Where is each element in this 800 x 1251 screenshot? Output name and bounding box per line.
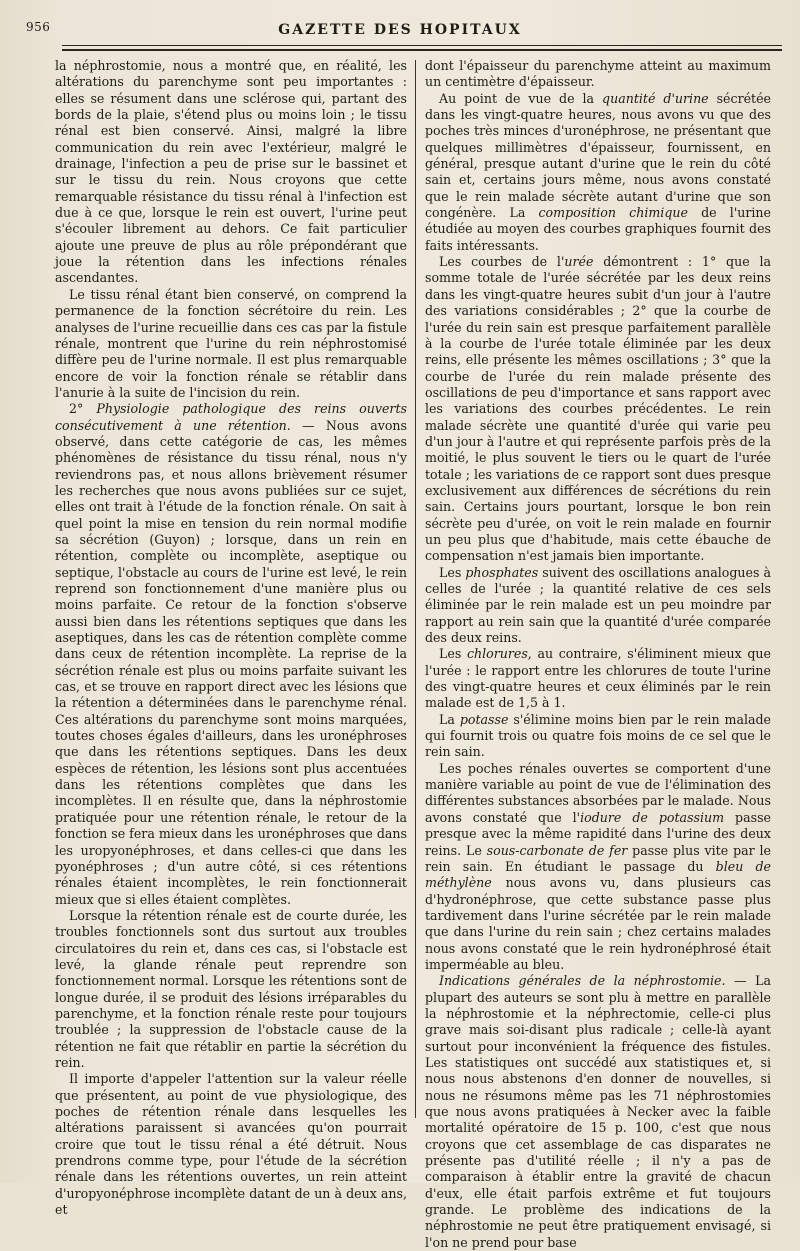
left-column bbox=[55, 58, 407, 1218]
text-run: — La plupart des auteurs se sont plu à mettre en parallèle la néphrostomie et la néphrectomie, celle-ci plus grave mais soi-disant plus radicale ; celle-là ayant surtout pour inconvénient la fréquence des fistules. Les statistiques ont succédé aux statistiques et, si nous nous abstenons d'en donner de nouvelles, si nous ne résumons même pas les 71 néphrostomies que nous avons pratiquées à Necker avec la faible mortalité opératoire de 15 p. 100, c'est que nous croyons que cet assemblage de cas disparates ne présente pas d'utilité réelle ; il n'y a pas de comparaison à établir entre la gravité de chacun d'eux, elle était parfois extrême et fut toujours grande. Le problème des indications de la néphrostomie ne peut être pratiquement envisagé, si l'on ne prend pour base bbox=[425, 973, 771, 1250]
text-run: , au contraire, s'éliminent mieux que l'urée : le rapport entre les chlorures de toute l'urine des vingt-quatre heures et ceux éliminés par le rein malade est de 1,5 à 1. bbox=[425, 646, 771, 711]
text-run: nous avons vu, dans plusieurs cas d'hydronéphrose, que cette substance passe plus tardivement dans l'urine sécrétée par le rein malade que dans l'urine du rein sain ; chez certains malades nous avons constaté que le rein hydronéphrosé était imperméable au bleu. bbox=[425, 875, 771, 972]
text-run: — Nous avons observé, dans cette catégorie de cas, les mêmes phénomènes de résistance du tissu rénal, nous n'y reviendrons pas, et nous allons brièvement résumer les recherches que nous avons publiées sur ce sujet, elles ont trait à l'étude de la fonction rénale. On sait à quel point la mise en tension du rein normal modifie sa sécrétion (Guyon) ; lorsque, dans un rein en rétention, complète ou incomplète, aseptique ou septique, l'obstacle au cours de l'urine est levé, le rein reprend son fonctionnement d'une manière plus ou moins parfaite. Ce retour de la fonction s'observe aussi bien dans les rétentions septiques que dans les aseptiques, dans les cas de rétention complète comme dans ceux de rétention incomplète. La reprise de la sécrétion rénale est plus ou moins parfaite suivant les cas, et se trouve en rapport direct avec les lésions que la rétention a déterminées dans le parenchyme rénal. Ces altérations du parenchyme sont moins marquées, toutes choses égales d'ailleurs, dans les uronéphroses que dans les rétentions septiques. Dans les deux espèces de rétention, les lésions sont plus accentuées dans les rétentions complètes que dans les incomplètes. Il en résulte que, dans la néphrostomie pratiquée pour une rétention rénale, le retour de la fonction se fera mieux dans les uronéphroses que dans les uropyonéphroses, et dans celles-ci que dans les pyonéphroses ; d'un autre côté, si ces rétentions rénales étaient incomplètes, le rein fonctionnerait mieux que si elles étaient complètes. bbox=[55, 417, 407, 907]
text-run: passe plus vite par le rein sain. En étudiant le passage du bbox=[425, 842, 772, 874]
italic-term: sous-carbonate de fer bbox=[486, 842, 628, 858]
italic-term: iodure de potassium bbox=[580, 809, 725, 825]
section-heading: Physiologie pathologique des reins ouverts consécutivement à une rétention. bbox=[55, 401, 407, 433]
right-column bbox=[425, 58, 771, 1251]
italic-term: phosphates bbox=[465, 564, 539, 580]
italic-term: urée bbox=[564, 254, 594, 270]
text-run: Au point de vue de la bbox=[439, 90, 603, 106]
text-run: Les courbes de l' bbox=[439, 254, 565, 270]
text-run: sécrétée dans les vingt-quatre heures, nous avons vu que des poches très minces d'uronéphrose, ne présentant que quelques millimètres d'épaisseur, fournissent, en général, presque autant d'urine que le rein du côté sain et, certains jours même, nous avons constaté que le rein malade sécrète autant d'urine que son congénère. La bbox=[425, 90, 772, 221]
paragraph bbox=[425, 646, 771, 711]
text-run: La bbox=[439, 711, 460, 727]
header-rule-thick bbox=[62, 49, 782, 51]
italic-term: composition chimique bbox=[538, 205, 688, 221]
text-run: 2° bbox=[69, 401, 97, 417]
paragraph: Le tissu rénal étant bien conservé, on comprend la permanence de la fonction sécrétoire du rein. Les analyses de l'urine recueillie dans ces cas par la fistule rénale, montrent que l'urine du rein néphrostomisé diffère peu de l'urine normale. Il est plus remarquable encore de voir la fonction rénale se rétablir dans l'anurie à la suite de l'incision du rein. bbox=[55, 286, 407, 400]
text-run: Les bbox=[439, 646, 467, 662]
header-rule-thin bbox=[62, 45, 782, 46]
column-divider bbox=[415, 60, 416, 1118]
italic-term: potasse bbox=[459, 711, 509, 727]
italic-term: chlorures bbox=[466, 646, 528, 662]
italic-term: bleu de méthylène bbox=[425, 858, 771, 891]
paragraph bbox=[425, 712, 771, 761]
journal-title: GAZETTE DES HOPITAUX bbox=[278, 22, 522, 38]
paragraph bbox=[425, 565, 771, 647]
text-run: suivent des oscillations analogues à celles de l'urée ; la quantité relative de ces sels éliminée par le rein malade est un peu moindre par rapport au rein sain que la quantité d'urée comparée des deux reins. bbox=[425, 564, 771, 646]
paragraph bbox=[425, 91, 771, 254]
text-run: passe presque avec la même rapidité dans l'urine des deux reins. Le bbox=[425, 809, 772, 858]
text-run: Les poches rénales ouvertes se comportent d'une manière variable au point de vue de l'élimination des différentes substances absorbées par le malade. Nous avons constaté que l' bbox=[425, 760, 771, 825]
text-run: démontrent : 1° que la somme totale de l'urée sécrétée par les deux reins dans les vingt-quatre heures subit d'un jour à l'autre des variations considérables ; 2° que la courbe de l'urée du rein sain est presque parfaitement parallèle à la courbe de l'urée totale éliminée par les deux reins, elle présente les mêmes oscillations ; 3° que la courbe de l'urée du rein malade présente des oscillations de peu d'importance et sans rapport avec les variations des courbes précédentes. Le rein malade sécrète une quantité d'urée qui varie peu d'un jour à l'autre et qui représente parfois près de la moitié, le plus souvent le tiers ou le quart de l'urée totale ; les variations de ce rapport sont dues presque exclusivement aux différences de sécrétions du rein sain. Certains jours pourtant, lorsque le bon rein sécrète peu d'urée, on voit le rein malade en fournir un peu plus que d'habitude, mais cette ébauche de compensation n'est jamais bien importante. bbox=[425, 254, 771, 564]
page-header bbox=[0, 0, 800, 48]
paragraph: dont l'épaisseur du parenchyme atteint au maximum un centimètre d'épaisseur. bbox=[425, 58, 771, 90]
paragraph: Il importe d'appeler l'attention sur la valeur réelle que présentent, au point de vue physiologique, des poches de rétention rénale dans lesquelles les altérations paraissent si avancées qu'on pourrait croire que tout le tissu rénal a été détruit. Nous prendrons comme type, pour l'étude de la sécrétion rénale dans les rétentions ouvertes, un rein atteint d'uropyonéphrose incomplète datant de un à deux ans, et bbox=[55, 1071, 407, 1218]
page-number: 956 bbox=[26, 20, 51, 34]
text-run: de l'urine étudiée au moyen des courbes graphiques fournit des faits intéressants. bbox=[425, 205, 771, 253]
text-run: Les bbox=[439, 564, 466, 580]
paragraph bbox=[425, 254, 771, 565]
paragraph: Lorsque la rétention rénale est de courte durée, les troubles fonctionnels sont dus surtout aux troubles circulatoires du rein et, dans ces cas, si l'obstacle est levé, la glande rénale peut reprendre son fonctionnement normal. Lorsque les rétentions sont de longue durée, il se produit des lésions irréparables du parenchyme, et la fonction rénale reste pour toujours troublée ; la suppression de l'obstacle cause de la rétention ne fait que rétablir en partie la sécrétion du rein. bbox=[55, 907, 407, 1070]
paragraph bbox=[425, 973, 771, 1251]
italic-term: quantité d'urine bbox=[602, 90, 709, 106]
paragraph bbox=[425, 761, 771, 973]
text-run: s'élimine moins bien par le rein malade qui fournit trois ou quatre fois moins de ce sel que le rein sain. bbox=[425, 711, 772, 760]
paragraph: la néphrostomie, nous a montré que, en réalité, les altérations du parenchyme sont peu importantes : elles se résument dans une sclérose qui, partant des bords de la plaie, s'étend plus ou moins loin ; le tissu rénal est bien conservé. Ainsi, malgré la libre communication du rein avec l'extérieur, malgré le drainage, l'infection a peu de prise sur le bassinet et sur le tissu du rein. Nous croyons que cette remarquable résistance du tissu rénal à l'infection est due à ce que, lorsque le rein est ouvert, l'urine peut s'écouler librement au dehors. Ce fait particulier ajoute une preuve de plus au rôle prépondérant que joue la rétention dans les infections rénales ascendantes. bbox=[55, 58, 407, 286]
section-heading: Indications générales de la néphrostomie. bbox=[439, 973, 726, 989]
paragraph bbox=[55, 401, 407, 908]
